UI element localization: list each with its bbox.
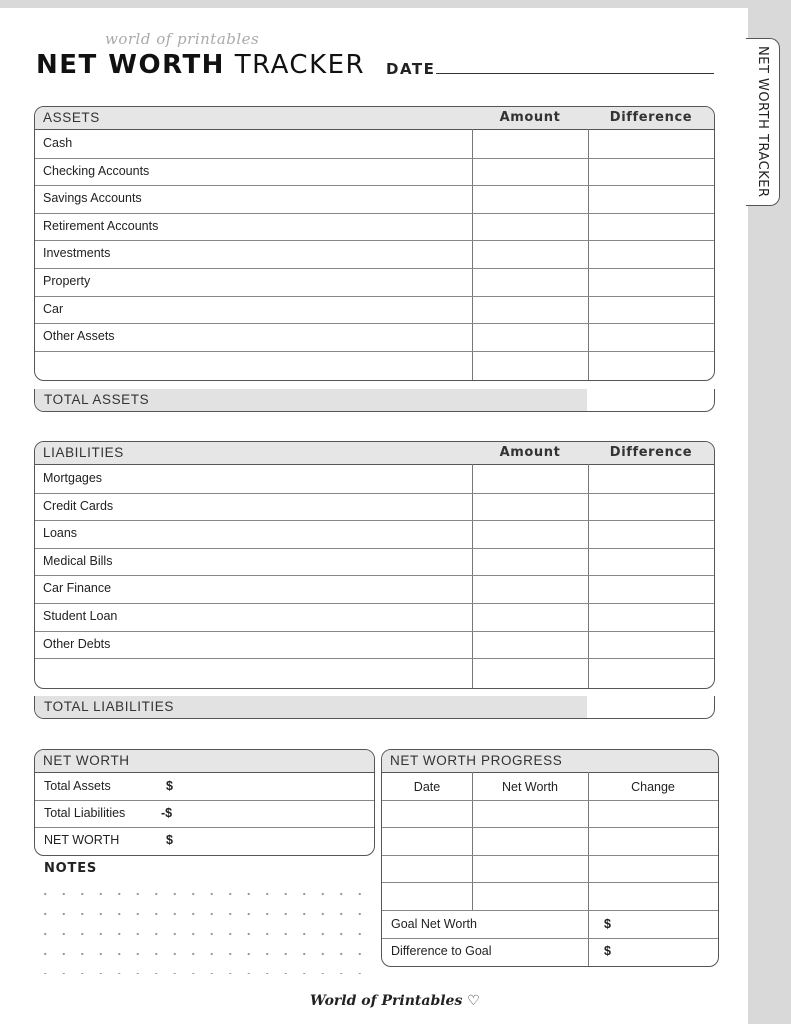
progress-row[interactable] <box>382 855 718 883</box>
page-title <box>36 50 365 80</box>
liability-row[interactable] <box>35 520 714 549</box>
assets-col-difference: Difference <box>609 110 693 125</box>
asset-row-label: Checking Accounts <box>43 163 150 178</box>
asset-row-label: Property <box>43 274 91 288</box>
side-tab-label: NET WORTH TRACKER <box>755 46 770 198</box>
asset-row-label: Other Assets <box>43 329 115 344</box>
footer-brand: World of Printables ♡ <box>310 993 480 1009</box>
liabilities-title: LIABILITIES <box>43 445 124 460</box>
assets-col-amount: Amount <box>499 110 561 125</box>
title-light: TRACKER <box>234 50 366 80</box>
net-worth-title: NET WORTH <box>43 753 130 768</box>
asset-row[interactable] <box>35 323 714 352</box>
side-tab <box>746 38 780 206</box>
net-worth-row-assets[interactable] <box>35 773 374 801</box>
asset-row[interactable] <box>35 130 714 159</box>
total-liabilities-summary-symbol: -$ <box>161 806 173 820</box>
net-worth-table <box>34 749 375 856</box>
progress-row[interactable] <box>382 772 718 801</box>
goal-net-worth-symbol: $ <box>604 917 611 931</box>
liability-row-label: Loans <box>43 526 78 541</box>
total-liabilities-label: TOTAL LIABILITIES <box>44 699 174 714</box>
assets-header <box>35 107 714 130</box>
liability-row[interactable] <box>35 548 714 577</box>
liabilities-table <box>34 441 715 689</box>
liability-row[interactable] <box>35 631 714 660</box>
progress-row[interactable] <box>382 800 718 828</box>
liabilities-col-amount: Amount <box>499 445 561 460</box>
progress-header <box>382 750 718 773</box>
asset-row[interactable] <box>35 268 714 297</box>
asset-row-label: Investments <box>43 246 111 261</box>
net-worth-progress-table <box>381 749 719 967</box>
liability-row-label: Car Finance <box>43 581 112 596</box>
date-field[interactable] <box>436 73 714 74</box>
asset-row[interactable] <box>35 213 714 242</box>
liability-row[interactable] <box>35 493 714 522</box>
difference-to-goal-label: Difference to Goal <box>391 944 492 958</box>
assets-table <box>34 106 715 381</box>
difference-to-goal-row[interactable] <box>382 938 718 965</box>
liability-row[interactable] <box>35 658 714 686</box>
asset-row-label: Savings Accounts <box>43 191 142 206</box>
asset-row[interactable] <box>35 240 714 269</box>
liabilities-header <box>35 442 714 465</box>
liability-row-label: Other Debts <box>43 636 111 651</box>
goal-net-worth-row[interactable] <box>382 910 718 939</box>
notes-title: NOTES <box>44 861 98 876</box>
progress-col-date: Date <box>413 780 441 794</box>
net-worth-summary-label: NET WORTH <box>44 833 120 847</box>
total-assets-summary-symbol: $ <box>166 779 173 793</box>
difference-to-goal-symbol: $ <box>604 944 611 958</box>
liability-row-label: Medical Bills <box>43 553 113 568</box>
liability-row[interactable] <box>35 603 714 632</box>
assets-title: ASSETS <box>43 110 100 125</box>
progress-col-change: Change <box>631 780 675 794</box>
liability-row-label: Credit Cards <box>43 498 114 513</box>
total-assets-label: TOTAL ASSETS <box>44 392 150 407</box>
date-label: DATE <box>386 60 436 78</box>
asset-row[interactable] <box>35 296 714 325</box>
liability-row-label: Student Loan <box>43 609 118 623</box>
liability-row[interactable] <box>35 465 714 494</box>
notes-dot-grid[interactable] <box>36 884 374 974</box>
progress-col-net-worth: Net Worth <box>501 780 559 794</box>
total-liabilities-summary-label: Total Liabilities <box>44 806 126 820</box>
net-worth-row-total[interactable] <box>35 827 374 854</box>
brand-script: world of printables <box>105 30 260 48</box>
goal-net-worth-label: Goal Net Worth <box>391 917 477 931</box>
asset-row[interactable] <box>35 351 714 379</box>
total-assets-summary-label: Total Assets <box>44 779 111 793</box>
total-liabilities-row[interactable] <box>34 696 715 719</box>
total-assets-row[interactable] <box>34 389 715 412</box>
asset-row-label: Cash <box>43 136 73 150</box>
net-worth-row-liabilities[interactable] <box>35 800 374 828</box>
liability-row[interactable] <box>35 575 714 604</box>
asset-row-label: Car <box>43 301 64 316</box>
liability-row-label: Mortgages <box>43 471 103 485</box>
progress-row[interactable] <box>382 827 718 856</box>
asset-row[interactable] <box>35 158 714 187</box>
liabilities-col-difference: Difference <box>609 445 693 460</box>
asset-row[interactable] <box>35 185 714 214</box>
net-worth-header <box>35 750 374 773</box>
net-worth-summary-symbol: $ <box>166 833 173 847</box>
asset-row-label: Retirement Accounts <box>43 218 159 233</box>
progress-title: NET WORTH PROGRESS <box>390 753 563 768</box>
title-bold: NET WORTH <box>36 50 225 80</box>
progress-row[interactable] <box>382 882 718 911</box>
